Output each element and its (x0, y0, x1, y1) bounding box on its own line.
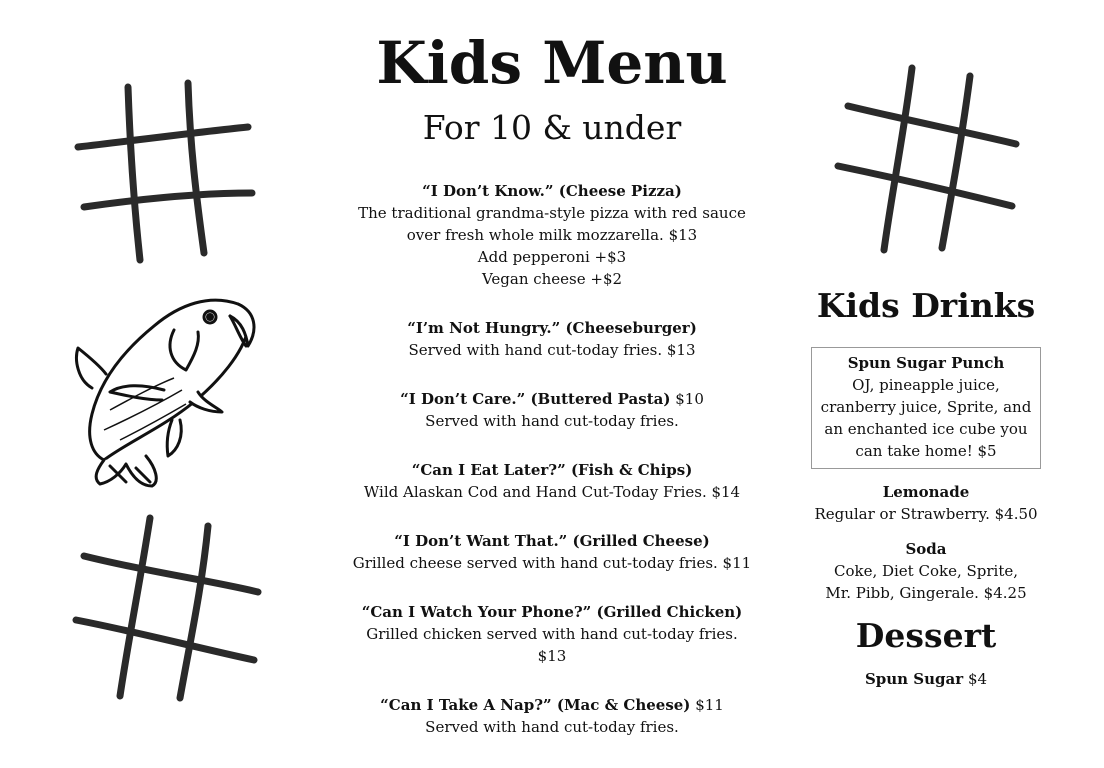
menu-item-name: “I Don’t Want That.” (Grilled Cheese) (394, 532, 710, 550)
drinks-heading: Kids Drinks (816, 286, 1036, 325)
menu-item-description: Wild Alaskan Cod and Hand Cut-Today Fries. $14 (363, 483, 741, 501)
menu-item-description: Served with hand cut-today fries. (425, 718, 679, 736)
drink-description: an enchanted ice cube you (824, 420, 1028, 438)
drink-spun-sugar-punch (811, 347, 1041, 469)
menu-subtitle: For 10 & under (422, 108, 682, 147)
drink-description: OJ, pineapple juice, (852, 376, 1000, 394)
menu-item-name: “I Don’t Know.” (Cheese Pizza) (422, 182, 682, 200)
drink-lemonade (806, 481, 1046, 525)
tic-tac-toe-grid-icon (70, 75, 260, 265)
menu-item-description: Served with hand cut-today fries. $13 (408, 341, 696, 359)
menu-item-cheese-pizza (352, 180, 752, 290)
menu-item-price: $10 (675, 390, 704, 408)
menu-item-addon: Vegan cheese +$2 (481, 270, 623, 288)
menu-item-name: “I Don’t Care.” (Buttered Pasta) (400, 390, 671, 408)
dessert-heading: Dessert (855, 616, 997, 655)
kids-menu-list (352, 180, 752, 765)
menu-item-description: Grilled chicken served with hand cut-today fries. $13 (366, 625, 738, 665)
drink-name: Lemonade (882, 483, 970, 501)
menu-item-description: Served with hand cut-today fries. (425, 412, 679, 430)
drink-description: Coke, Diet Coke, Sprite, (833, 562, 1019, 580)
menu-item-name: “Can I Eat Later?” (Fish & Chips) (411, 461, 693, 479)
drink-description: cranberry juice, Sprite, and (820, 398, 1032, 416)
menu-item-fish-and-chips (352, 459, 752, 503)
drink-description: Regular or Strawberry. $4.50 (814, 505, 1038, 523)
menu-item-name: “Can I Watch Your Phone?” (Grilled Chicken) (361, 603, 743, 621)
drink-name: Spun Sugar Punch (847, 354, 1005, 372)
tic-tac-toe-grid-icon (68, 512, 264, 702)
drink-description: can take home! $5 (855, 442, 997, 460)
fish-icon (70, 290, 260, 490)
menu-item-description: The traditional grandma-style pizza with red sauce (358, 204, 746, 222)
drink-description: Mr. Pibb, Gingerale. $4.25 (825, 584, 1027, 602)
menu-item-addon: Add pepperoni +$3 (477, 248, 627, 266)
dessert-item-spun-sugar (806, 668, 1046, 690)
dessert-price: $4 (967, 670, 988, 688)
tic-tac-toe-grid-icon (826, 62, 1026, 257)
menu-item-description: Grilled cheese served with hand cut-today fries. $11 (352, 554, 752, 572)
menu-item-name: “I’m Not Hungry.” (Cheeseburger) (407, 319, 697, 337)
drink-soda (806, 538, 1046, 604)
menu-item-cheeseburger (352, 317, 752, 361)
menu-item-name: “Can I Take A Nap?” (Mac & Cheese) (380, 696, 691, 714)
menu-title: Kids Menu (376, 29, 728, 97)
menu-item-mac-and-cheese (352, 694, 752, 738)
dessert-name: Spun Sugar (864, 670, 964, 688)
menu-item-description: over fresh whole milk mozzarella. $13 (406, 226, 698, 244)
menu-item-buttered-pasta (352, 388, 752, 432)
drink-name: Soda (905, 540, 947, 558)
menu-item-price: $11 (695, 696, 724, 714)
menu-item-grilled-cheese (352, 530, 752, 574)
menu-item-grilled-chicken (352, 601, 752, 667)
